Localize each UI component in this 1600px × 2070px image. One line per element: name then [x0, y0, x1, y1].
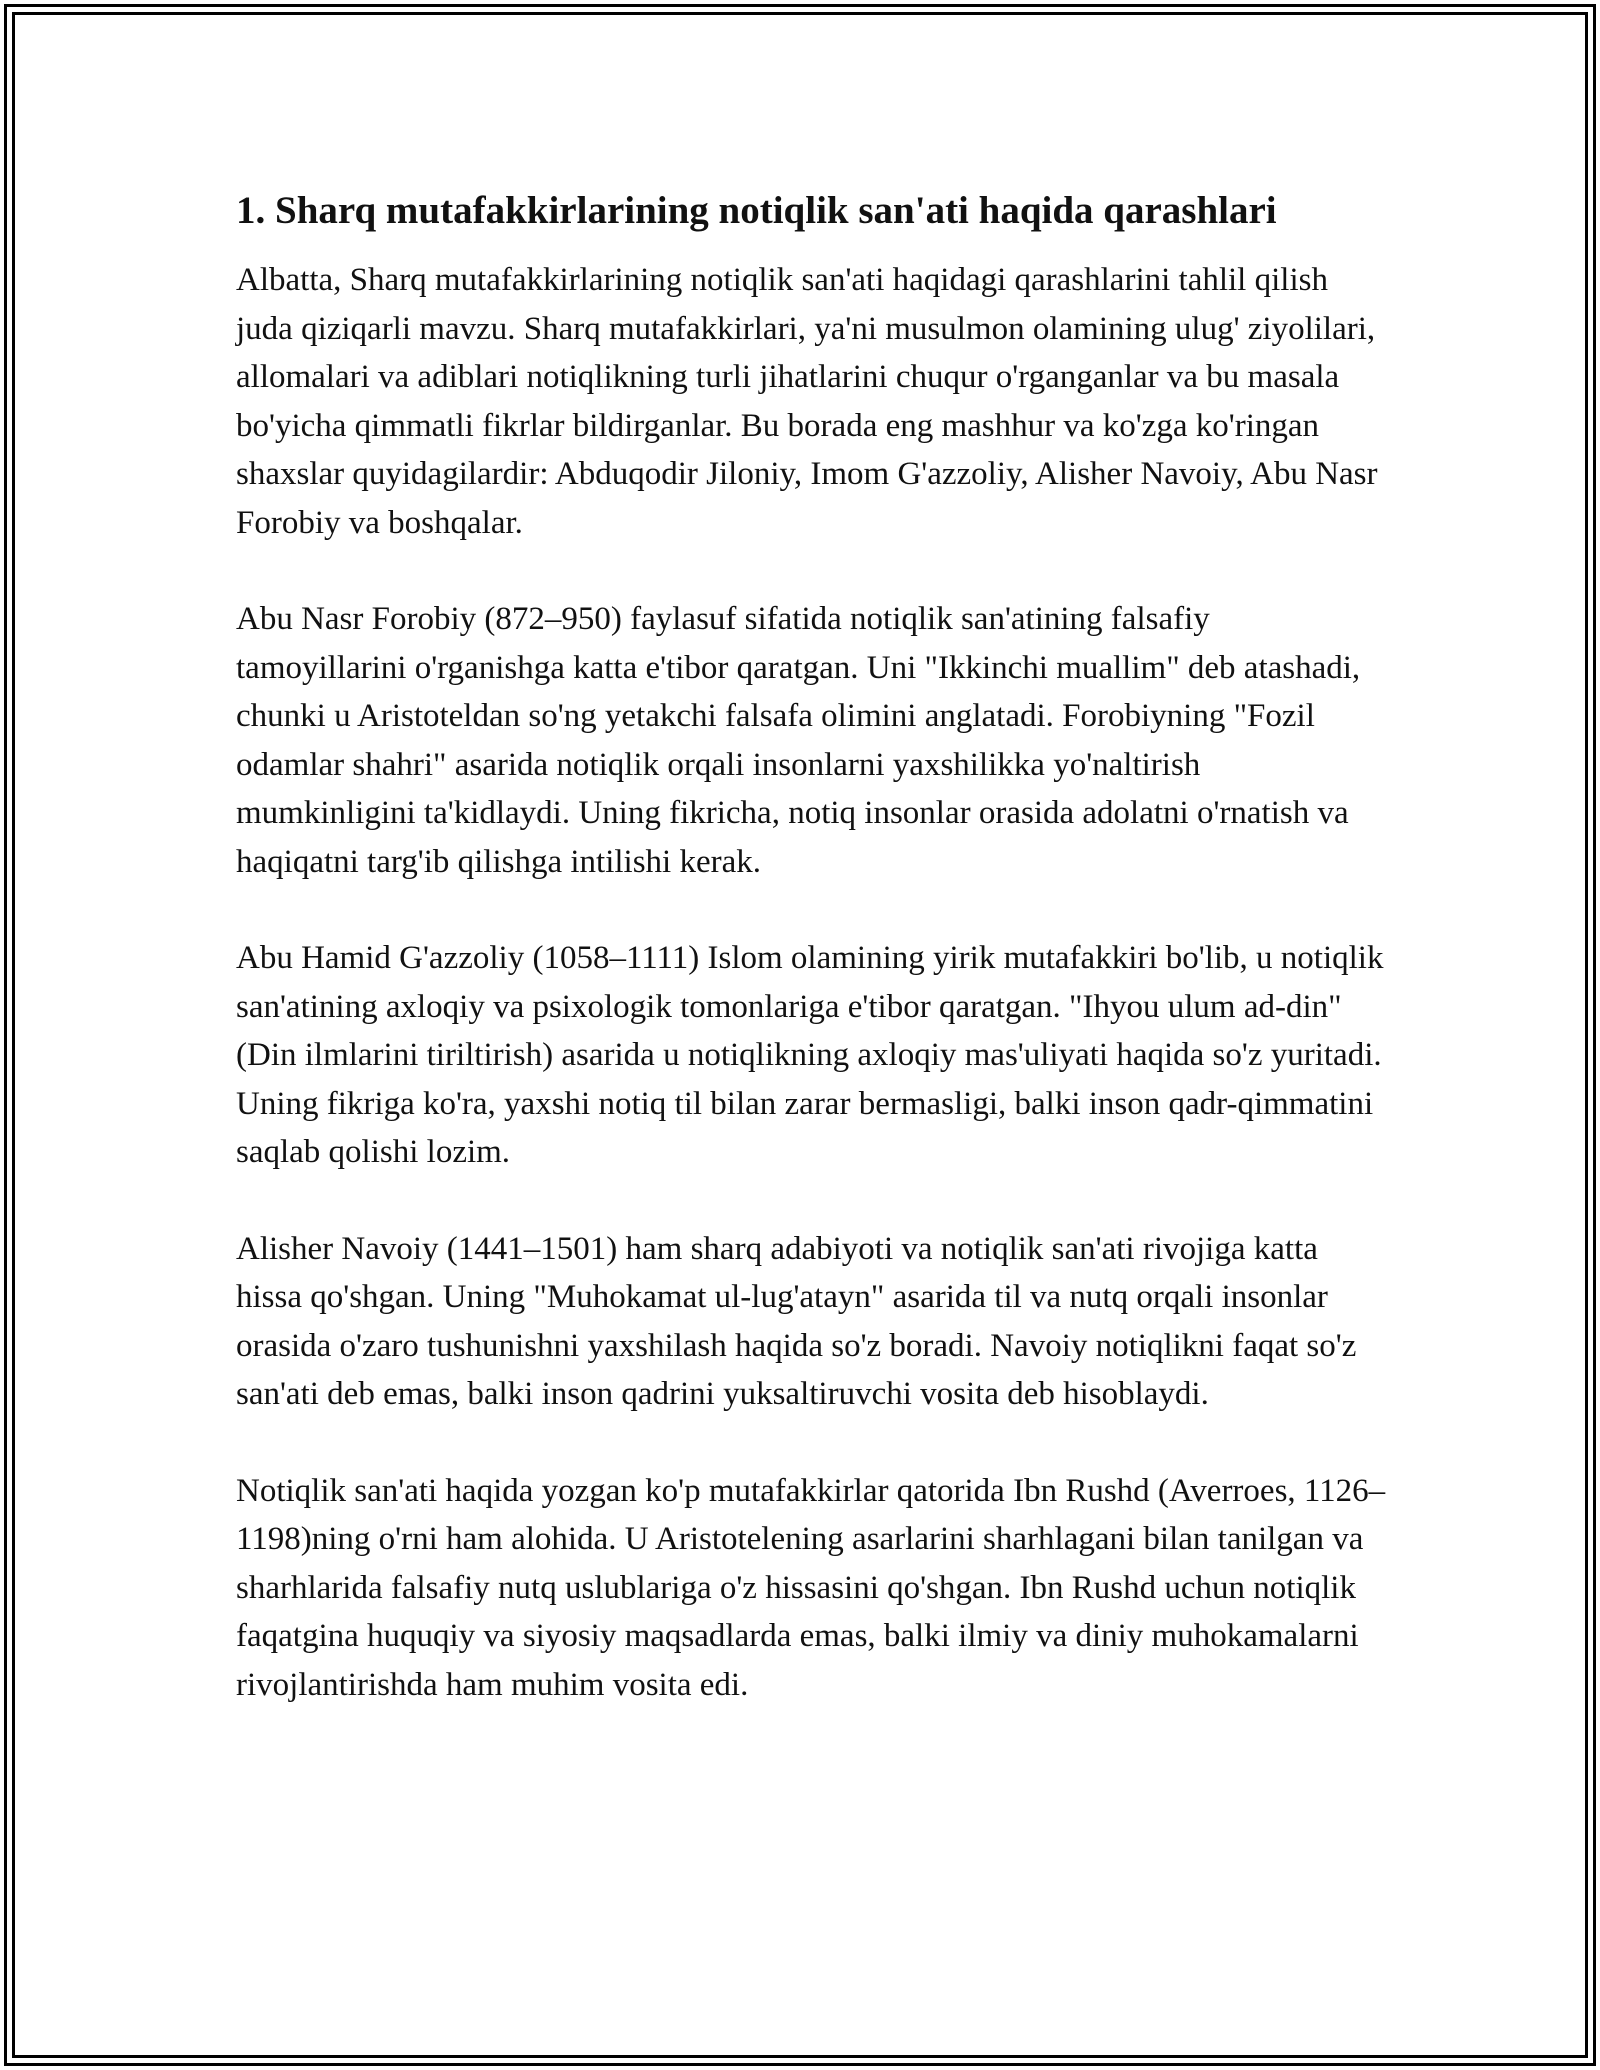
paragraph-navoiy: Alisher Navoiy (1441–1501) ham sharq adabiyoti va notiqlik san'ati rivojiga katta hissa qo'shgan. Uning "Muhokamat ul-lug'atayn" asarida til va nutq orqali insonlar orasida o'zaro tushunishni yaxshilash haqida so'z boradi. Navoiy notiqlikni faqat so'z san'ati deb emas, balki inson qadrini yuksaltiruvchi vosita deb hisoblaydi. [236, 1230, 1357, 1412]
paragraph-introduction: Albatta, Sharq mutafakkirlarining notiqlik san'ati haqidagi qarashlarini tahlil qilish juda qiziqarli mavzu. Sharq mutafakkirlari, ya'ni musulmon olamining ulug' ziyolilari, allomalari va adiblari notiqlikning turli jihatlarini chuqur o'rganganlar va bu masala bo'yicha qimmatli fikrlar bildirganlar. Bu borada eng mashhur va ko'zga ko'ringan shaxslar quyidagilardir: Abduqodir Jiloniy, Imom G'azzoliy, Alisher Navoiy, Abu Nasr Forobiy va boshqalar. [236, 262, 1378, 541]
page-title: 1. Sharq mutafakkirlarining notiqlik san'ati haqida qarashlari [236, 189, 1277, 232]
paragraph-ibn-rushd: Notiqlik san'ati haqida yozgan ko'p mutafakkirlar qatorida Ibn Rushd (Averroes, 1126–1198)ning o'rni ham alohida. U Aristotelening asarlarini sharhlagani bilan tanilgan va sharhlarida falsafiy nutq uslublariga o'z hissasini qo'shgan. Ibn Rushd uchun notiqlik faqatgina huquqiy va siyosiy maqsadlarda emas, balki ilmiy va diniy muhokamalarni rivojlantirishda ham muhim vosita edi. [236, 1472, 1386, 1703]
paragraph-gazzoliy: Abu Hamid G'azzoliy (1058–1111) Islom olamining yirik mutafakkiri bo'lib, u notiqlik san'atining axloqiy va psixologik tomonlariga e'tibor qaratgan. "Ihyou ulum ad-din" (Din ilmlarini tiriltirish) asarida u notiqlikning axloqiy mas'uliyati haqida so'z yuritadi. Uning fikriga ko'ra, yaxshi notiq til bilan zarar bermasligi, balki inson qadr-qimmatini saqlab qolishi lozim. [236, 940, 1384, 1170]
paragraph-forobiy: Abu Nasr Forobiy (872–950) faylasuf sifatida notiqlik san'atining falsafiy tamoyillarini o'rganishga katta e'tibor qaratgan. Uni "Ikkinchi muallim" deb atashadi, chunki u Aristoteldan so'ng yetakchi falsafa olimini anglatadi. Forobiyning "Fozil odamlar shahri" asarida notiqlik orqali insonlarni yaxshilikka yo'naltirish mumkinligini ta'kidlaydi. Uning fikricha, notiq insonlar orasida adolatni o'rnatish va haqiqatni targ'ib qilishga intilishi kerak. [236, 601, 1361, 880]
document-body [236, 186, 1386, 1709]
